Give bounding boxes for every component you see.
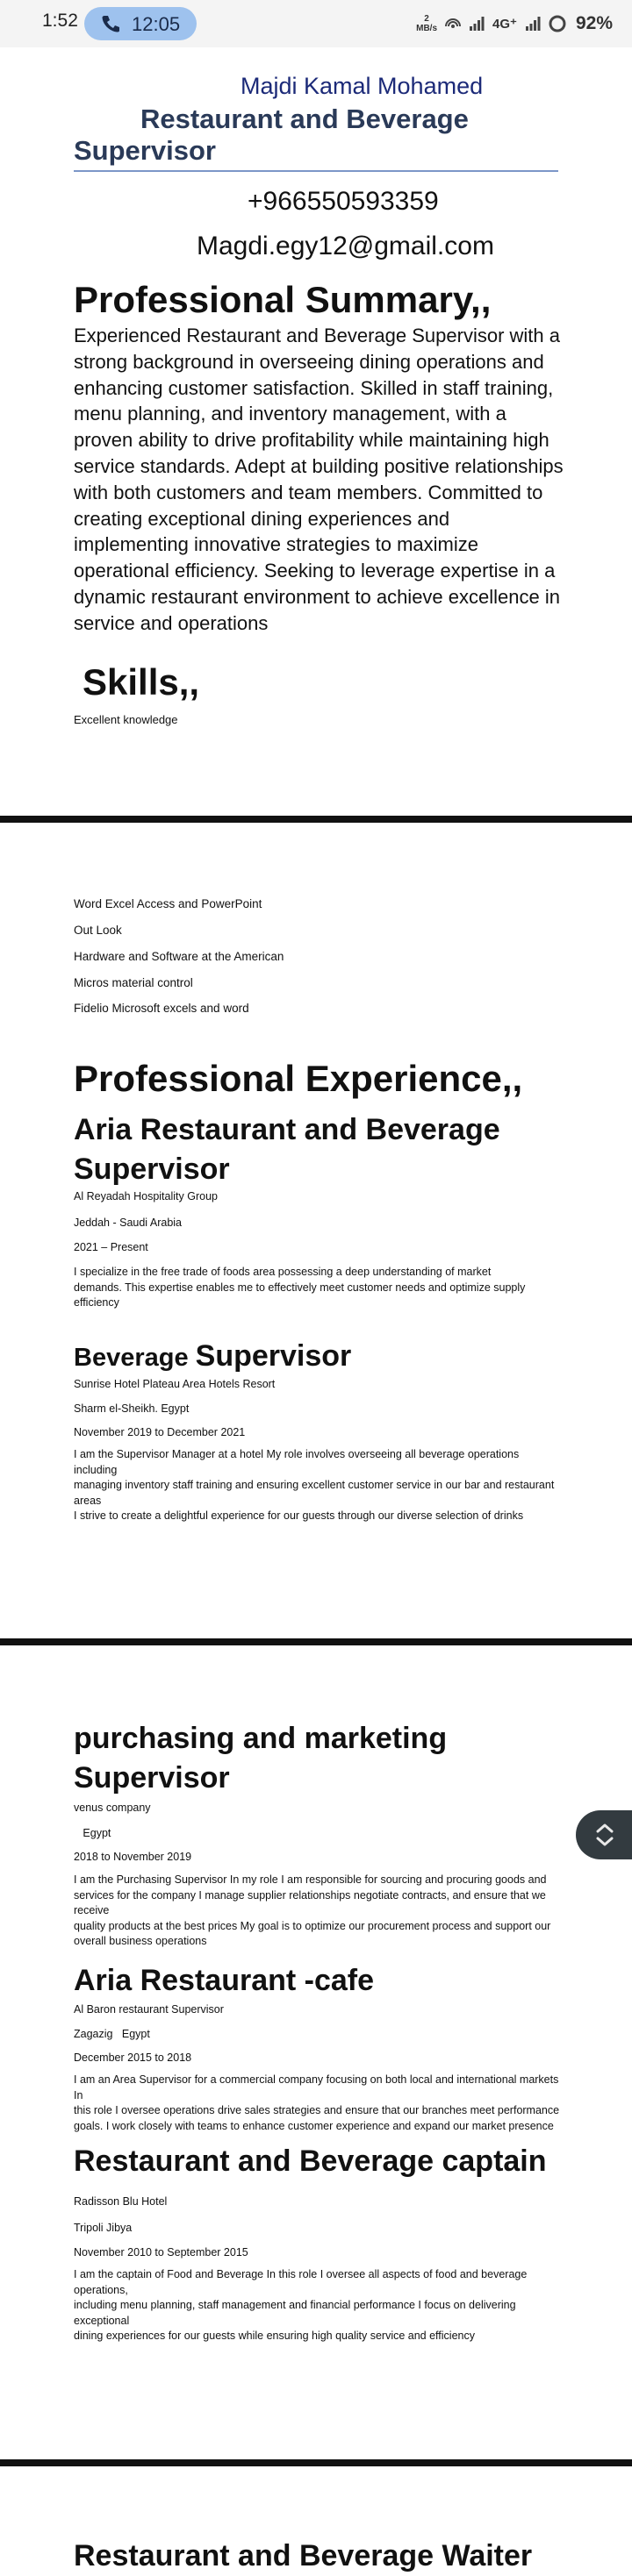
job-company: Sunrise Hotel Plateau Area Hotels Resort — [74, 1378, 276, 1390]
page-separator — [0, 1638, 632, 1645]
job-title: Aria Restaurant -cafe — [74, 1964, 375, 1997]
skill-item: Fidelio Microsoft excels and word — [74, 1002, 249, 1015]
job-description: I am the Supervisor Manager at a hotel My role involves overseeing all beverage operations including managing inventory staff training and ensuring excellent customer service in our bar and restaurant areas I strive to create a delightful experience for our guests through our diverse selection of drinks — [74, 1448, 555, 1522]
skills-intro: Excellent knowledge — [74, 713, 178, 726]
job-company: Al Baron restaurant Supervisor — [74, 2003, 224, 2016]
experience-heading: Professional Experience,, — [74, 1058, 523, 1099]
summary-text: Experienced Restaurant and Beverage Supervisor with a strong background in overseeing dining operations and enhancing customer satisfaction. Skilled in staff training, menu planning, and inventory management, with a proven ability to drive profitability while maintaining high service standards. Adept at building positive relationships with both customers and team members. Committed to creating exceptional dining experiences and implementing innovative strategies to maximize operational efficiency. Seeking to leverage expertise in a dynamic restaurant environment to achieve excellence in service and operations — [74, 325, 564, 634]
network-type: 4G⁺ — [492, 17, 517, 32]
job-dates: 2021 – Present — [74, 1241, 148, 1253]
job-location: Tripoli Jibya — [74, 2222, 133, 2234]
battery-level: 92% — [575, 13, 613, 33]
resume-title-line1: Restaurant and Beverage — [140, 103, 469, 134]
clock: 1:52 — [42, 11, 78, 31]
job-dates: November 2019 to December 2021 — [74, 1426, 246, 1438]
job-title: Beverage Supervisor — [74, 1339, 352, 1373]
job-company: venus company — [74, 1802, 151, 1814]
job-title: Restaurant and Beverage captain — [74, 2144, 547, 2178]
skill-item: Word Excel Access and PowerPoint — [74, 897, 262, 910]
resume-name: Majdi Kamal Mohamed — [241, 73, 484, 99]
scroll-up-down-button[interactable] — [576, 1810, 632, 1859]
job-company: Al Reyadah Hospitality Group — [74, 1190, 218, 1202]
skill-item: Out Look — [74, 924, 122, 937]
job-location: Egypt — [74, 1827, 111, 1839]
signal-icon-2 — [525, 17, 541, 31]
hotspot-icon — [445, 17, 461, 31]
job-description: I am the captain of Food and Beverage In this role I oversee all aspects of food and beverage operations, including menu planning, staff management and financial performance I focus on delivering exceptional dining experiences for our guests while ensuring high quality service and efficiency — [74, 2268, 528, 2342]
job-location: Zagazig Egypt — [74, 2028, 150, 2040]
status-icons — [416, 9, 613, 39]
signal-icon — [469, 17, 485, 31]
job-description: I specialize in the free trade of foods area possessing a deep understanding of market demands. This expertise enables me to effectively meet customer needs and optimize supply efficiency — [74, 1266, 526, 1309]
header-divider — [74, 170, 558, 172]
job-title: Restaurant and Beverage Waiter — [74, 2539, 533, 2572]
ongoing-call-pill[interactable] — [84, 7, 197, 40]
job-location: Jeddah - Saudi Arabia — [74, 1217, 183, 1229]
page-separator — [0, 816, 632, 823]
page-separator — [0, 2459, 632, 2466]
contact-email[interactable]: Magdi.egy12@gmail.com — [197, 232, 494, 260]
job-title: purchasing and marketing Supervisor — [74, 1722, 448, 1795]
job-title: Aria Restaurant and Beverage Supervisor — [74, 1113, 500, 1186]
status-bar — [0, 0, 632, 47]
job-description: I am the Purchasing Supervisor In my role I am responsible for sourcing and procuring goods and services for the company I manage supplier relationships negotiate contracts, and ensure that we receive quality products at the best prices My goal is to optimize our procurement process and support our overall business operations — [74, 1873, 551, 1947]
job-dates: 2018 to November 2019 — [74, 1851, 192, 1863]
skill-item: Micros material control — [74, 976, 193, 989]
chevron-up-down-icon — [593, 1821, 616, 1849]
job-dates: November 2010 to September 2015 — [74, 2246, 248, 2258]
job-company: Radisson Blu Hotel — [74, 2195, 168, 2208]
resume-title-line2: Supervisor — [74, 135, 216, 166]
battery-icon — [549, 15, 566, 32]
job-location: Sharm el-Sheikh. Egypt — [74, 1402, 190, 1415]
call-duration: 12:05 — [132, 13, 181, 35]
phone-icon — [100, 15, 121, 32]
skill-item: Hardware and Software at the American — [74, 950, 284, 963]
summary-heading: Professional Summary,, — [74, 279, 492, 320]
contact-phone[interactable]: +966550593359 — [248, 187, 439, 216]
network-speed: 2 MB/s — [416, 14, 438, 33]
job-dates: December 2015 to 2018 — [74, 2052, 192, 2064]
job-description: I am an Area Supervisor for a commercial company focusing on both local and international markets In this role I oversee operations drive sales strategies and ensure that our branches meet performance goals. I work closely with teams to enhance customer experience and expand our market presence — [74, 2073, 560, 2132]
skills-heading: Skills,, — [83, 661, 200, 703]
